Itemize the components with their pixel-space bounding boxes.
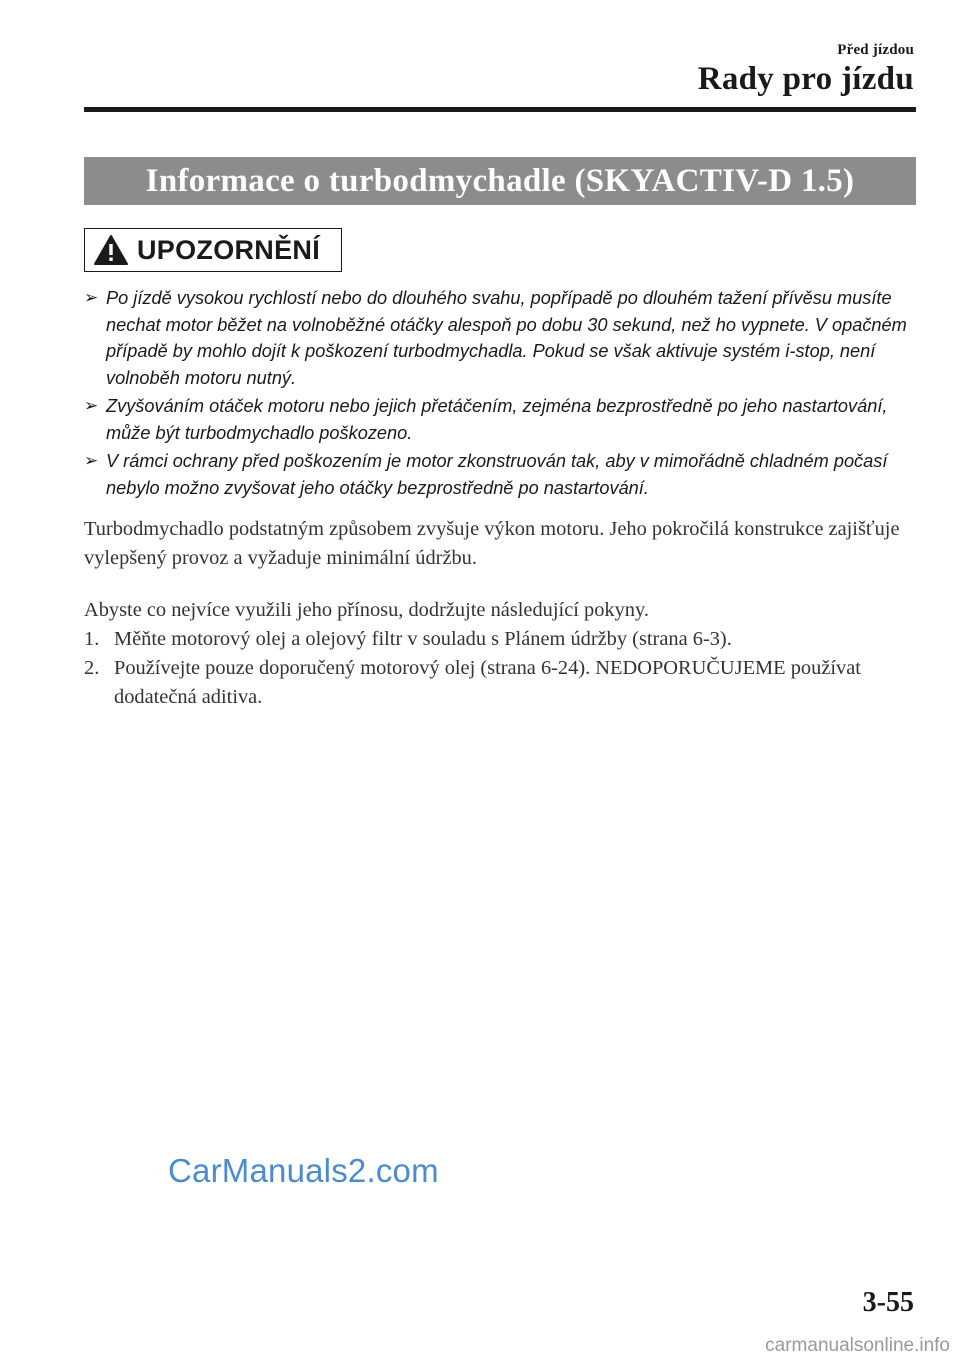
footer-site-link[interactable]: carmanualsonline.info [765,1335,950,1356]
page-title: Informace o turbodmychadle (SKYACTIV-D 1.5) [145,162,855,199]
warning-triangle-icon [93,234,129,266]
instruction-number: 2. [84,657,100,679]
instruction-text: Používejte pouze doporučený motorový olej (strana 6-24). NEDOPORUČUJEME používat dodatečná aditiva. [114,657,861,708]
instruction-list [84,625,924,712]
instruction-item [84,654,924,712]
warning-item-text: V rámci ochrany před poškozením je motor zkonstruován tak, aby v mimořádně chladném počasí nebylo možno zvyšovat jeho otáčky bezprostředně po nastartování. [106,451,888,498]
header-divider [84,107,916,112]
page-number: 3-55 [862,1287,914,1318]
chapter-title: Před jízdou [837,42,914,58]
arrow-bullet-icon: ➢ [84,396,99,415]
arrow-bullet-icon: ➢ [84,451,99,470]
warning-list [84,285,914,503]
arrow-bullet-icon: ➢ [84,288,99,307]
warning-item-text: Zvyšováním otáček motoru nebo jejich přetáčením, zejména bezprostředně po jeho nastartování, může být turbodmychadlo poškozeno. [106,396,888,443]
warning-label: UPOZORNĚNÍ [137,234,321,265]
warning-item [84,285,914,391]
warning-heading-box [84,228,342,272]
intro-paragraph: Turbodmychadlo podstatným způsobem zvyšuje výkon motoru. Jeho pokročilá konstrukce zajišťuje vylepšený provoz a vyžaduje minimální údržbu. [84,518,900,569]
warning-item-text: Po jízdě vysokou rychlostí nebo do dlouhého svahu, popřípadě po dlouhém tažení přívěsu musíte nechat motor běžet na volnoběžné otáčky alespoň po dobu 30 sekund, než ho vypnete. V opačném případě by mohlo dojít k poškození turbodmychadla. Pokud se však aktivuje systém i-stop, není volnoběh motoru nutný. [106,288,907,388]
instruction-number: 1. [84,628,100,650]
instruction-text: Měňte motorový olej a olejový filtr v souladu s Plánem údržby (strana 6-3). [114,628,732,650]
instruction-item [84,625,924,654]
warning-item [84,393,914,446]
page-header [698,42,914,98]
title-banner [84,157,916,205]
section-title: Rady pro jízdu [697,61,914,97]
warning-item [84,448,914,501]
watermark-logo: CarManuals2.com [168,1152,439,1189]
lead-paragraph: Abyste co nejvíce využili jeho přínosu, dodržujte následující pokyny. [84,599,649,621]
